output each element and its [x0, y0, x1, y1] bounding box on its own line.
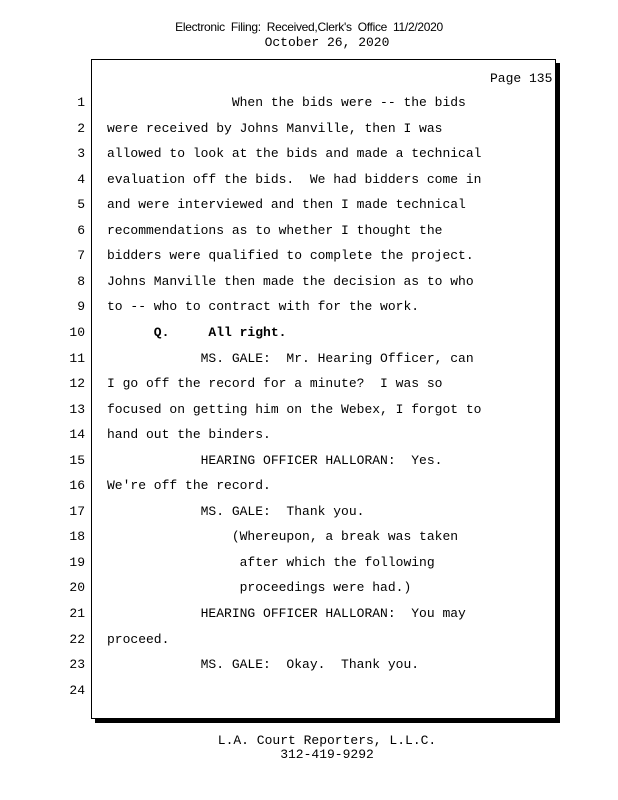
footer-phone: 312-419-9292 [280, 747, 374, 762]
line-number: 24 [69, 683, 85, 698]
transcript-line: proceedings were had.) [107, 580, 412, 595]
transcript-line: MS. GALE: Thank you. [107, 504, 365, 519]
transcript-date: October 26, 2020 [264, 35, 390, 50]
line-number: 22 [69, 632, 85, 647]
line-number: 3 [77, 146, 85, 161]
line-number: 6 [77, 223, 85, 238]
line-number: 23 [69, 657, 85, 672]
transcript-line: MS. GALE: Okay. Thank you. [107, 657, 420, 672]
transcript-line: MS. GALE: Mr. Hearing Officer, can [107, 351, 474, 366]
line-number: 20 [69, 580, 85, 595]
line-number: 2 [77, 121, 85, 136]
line-number: 15 [69, 453, 85, 468]
line-number: 14 [69, 427, 85, 442]
transcript-line: evaluation off the bids. We had bidders come in [107, 172, 482, 187]
transcript-line: We're off the record. [107, 478, 271, 493]
transcript-line: bidders were qualified to complete the project. [107, 248, 474, 263]
line-number: 11 [69, 351, 85, 366]
transcript-line: Q. All right. [107, 325, 287, 340]
line-number: 9 [77, 299, 85, 314]
transcript-line: after which the following [107, 555, 435, 570]
transcript-line: I go off the record for a minute? I was so [107, 376, 443, 391]
line-number: 4 [77, 172, 85, 187]
transcript-line: to -- who to contract with for the work. [107, 299, 420, 314]
transcript-line: HEARING OFFICER HALLORAN: You may [107, 606, 466, 621]
line-number: 5 [77, 197, 85, 212]
footer-company: L.A. Court Reporters, L.L.C. [217, 733, 437, 748]
line-number: 12 [69, 376, 85, 391]
transcript-line: hand out the binders. [107, 427, 271, 442]
line-number: 7 [77, 248, 85, 263]
transcript-line: When the bids were -- the bids [107, 95, 466, 110]
transcript-line: focused on getting him on the Webex, I forgot to [107, 402, 482, 417]
transcript-line: and were interviewed and then I made technical [107, 197, 466, 212]
line-number: 18 [69, 529, 85, 544]
transcript-line: recommendations as to whether I thought the [107, 223, 443, 238]
line-number: 10 [69, 325, 85, 340]
page-number: Page 135 [490, 71, 553, 86]
line-number: 13 [69, 402, 85, 417]
line-number: 16 [69, 478, 85, 493]
transcript-line: (Whereupon, a break was taken [107, 529, 459, 544]
line-number: 1 [77, 95, 85, 110]
line-number: 21 [69, 606, 85, 621]
line-number: 8 [77, 274, 85, 289]
line-number: 19 [69, 555, 85, 570]
transcript-line: allowed to look at the bids and made a technical [107, 146, 482, 161]
transcript-line: Johns Manville then made the decision as to who [107, 274, 474, 289]
transcript-line: HEARING OFFICER HALLORAN: Yes. [107, 453, 443, 468]
transcript-line: were received by Johns Manville, then I was [107, 121, 443, 136]
transcript-line: proceed. [107, 632, 170, 647]
filing-stamp: Electronic Filing: Received,Clerk's Office 11/2/2020 [175, 20, 443, 34]
line-number: 17 [69, 504, 85, 519]
